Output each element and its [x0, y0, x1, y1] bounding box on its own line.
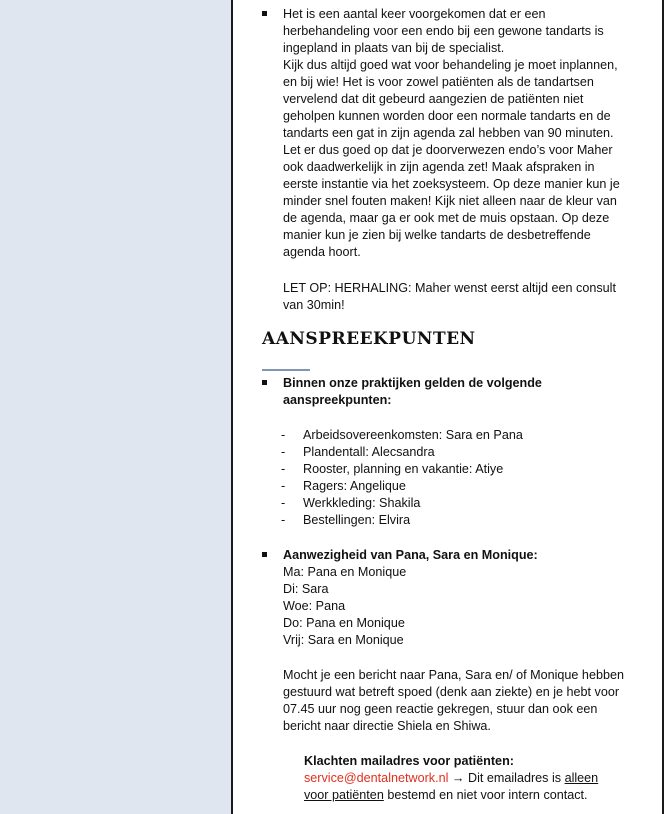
underlined-text: alleen	[564, 771, 599, 785]
text-line: aanspreekpunten:	[283, 393, 392, 407]
list-item-text: Plandentall: Alecsandra	[303, 445, 435, 459]
endo-paragraph	[283, 6, 635, 261]
complaints-line	[304, 770, 644, 787]
list-item	[281, 495, 523, 512]
text-line: van 30min!	[283, 298, 345, 312]
list-item	[281, 427, 523, 444]
text-line: tandarts een gat in zijn agenda zal hebben van 90 minuten.	[283, 126, 614, 140]
list-item-text: Arbeidsovereenkomsten: Sara en Pana	[303, 428, 523, 442]
bullet-square-icon	[262, 552, 267, 557]
bullet-square-icon	[262, 11, 267, 16]
presence-day: Woe: Pana	[283, 599, 346, 613]
text-line: herbehandeling voor een endo bij een gewone tandarts is	[283, 24, 604, 38]
complaints-block	[304, 753, 644, 804]
text-line: LET OP: HERHALING: Maher wenst eerst altijd een consult	[283, 281, 616, 295]
text-line: Mocht je een bericht naar Pana, Sara en/ of Monique hebben	[283, 668, 624, 682]
presence-title: Aanwezigheid van Pana, Sara en Monique:	[283, 548, 538, 562]
document-content	[233, 0, 662, 814]
herhaling-note	[283, 280, 635, 314]
dash-marker: -	[281, 496, 286, 510]
list-item	[281, 478, 523, 495]
dash-marker: -	[281, 445, 286, 459]
dash-marker: -	[281, 479, 286, 493]
text-line: de agenda, maar ga er ook met de muis opstaan. Op deze	[283, 211, 610, 225]
heading-underline	[262, 369, 310, 371]
text-line: Binnen onze praktijken gelden de volgende	[283, 376, 542, 390]
text-line: 07.45 uur nog geen reactie gekregen, stuur dan ook een	[283, 702, 598, 716]
page-sidebar-band	[0, 0, 231, 814]
text-line: Let er dus goed op dat je doorverwezen endo’s voor Maher	[283, 143, 613, 157]
presence-day: Vrij: Sara en Monique	[283, 633, 404, 647]
text-line: en bij wie! Het is voor zowel patiënten als de tandartsen	[283, 75, 594, 89]
dash-marker: -	[281, 462, 286, 476]
list-item	[281, 461, 523, 478]
complaints-title: Klachten mailadres voor patiënten:	[304, 754, 514, 768]
dash-marker: -	[281, 428, 286, 442]
presence-day: Ma: Pana en Monique	[283, 565, 407, 579]
text-line: vervelend dat dit gebeurd aangezien de patiënten niet	[283, 92, 584, 106]
list-item	[281, 444, 523, 461]
list-item-text: Ragers: Angelique	[303, 479, 406, 493]
text-line: Het is een aantal keer voorgekomen dat er een	[283, 7, 546, 21]
text-line: ook daadwerkelijk in zijn agenda zet! Maak afspraken in	[283, 160, 595, 174]
complaints-text: bestemd en niet voor intern contact.	[383, 788, 588, 802]
list-item-text: Werkkleding: Shakila	[303, 496, 421, 510]
text-line: ingepland in plaats van bij de specialist.	[283, 41, 505, 55]
complaints-email-link[interactable]: service@dentalnetwork.nl	[304, 771, 449, 785]
contacts-intro	[283, 375, 635, 409]
section-heading: AANSPREEKPUNTEN	[262, 329, 476, 349]
arrow-right-icon: →	[451, 771, 465, 785]
text-line: minder snel fouten maken! Kijk niet alleen naar de kleur van	[283, 194, 617, 208]
list-item-text: Bestellingen: Elvira	[303, 513, 411, 527]
presence-block	[283, 547, 635, 649]
presence-day: Di: Sara	[283, 582, 329, 596]
text-line: eerste instantie via het zoeksysteem. Op deze manier kun je	[283, 177, 620, 191]
text-line: bericht naar directie Shiela en Shiwa.	[283, 719, 491, 733]
text-line: agenda hoort.	[283, 245, 361, 259]
complaints-line	[304, 787, 644, 804]
complaints-text: Dit emailadres is	[464, 771, 565, 785]
urgent-message-paragraph	[283, 667, 635, 735]
right-border-line	[662, 0, 664, 814]
text-line: gestuurd wat betreft spoed (denk aan ziekte) en je hebt voor	[283, 685, 620, 699]
list-item-text: Rooster, planning en vakantie: Atiye	[303, 462, 504, 476]
contacts-list	[281, 427, 523, 529]
presence-day: Do: Pana en Monique	[283, 616, 405, 630]
text-line: Kijk dus altijd goed wat voor behandeling je moet inplannen,	[283, 58, 618, 72]
bullet-square-icon	[262, 380, 267, 385]
text-line: manier kun je zien bij welke tandarts de desbetreffende	[283, 228, 591, 242]
list-item	[281, 512, 523, 529]
dash-marker: -	[281, 513, 286, 527]
underlined-text: voor patiënten	[304, 788, 384, 802]
text-line: geholpen kunnen worden door een normale tandarts en de	[283, 109, 611, 123]
